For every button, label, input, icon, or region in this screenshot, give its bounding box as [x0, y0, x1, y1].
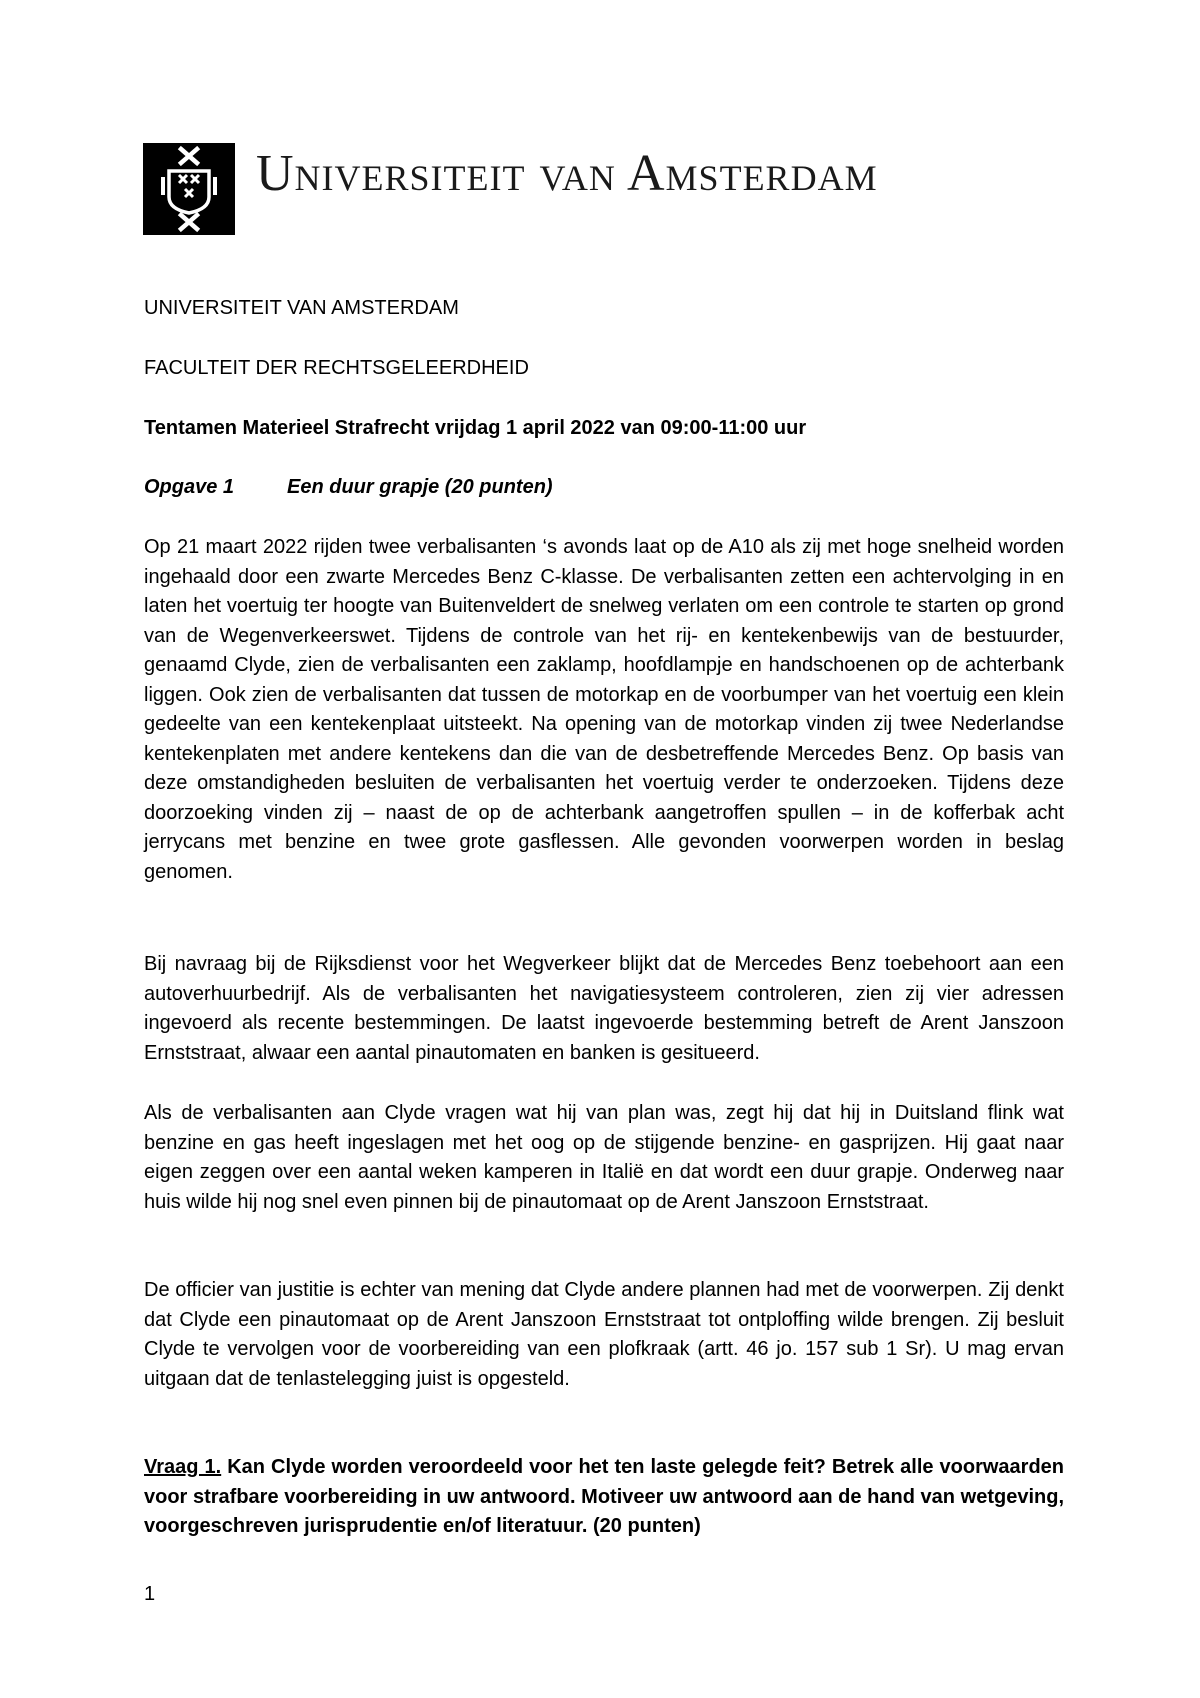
exam-question	[144, 1453, 1064, 1542]
assignment-number: Opgave 1	[144, 476, 235, 498]
faculty-name: FACULTEIT DER RECHTSGELEERDHEID	[144, 357, 529, 379]
case-paragraph: Als de verbalisanten aan Clyde vragen wat hij van plan was, zegt hij dat hij in Duitsland flink wat benzine en gas heeft ingeslagen met het oog op de stijgende benzine- en gasprijzen. Hij gaat naar eigen zeggen over een aantal weken kamperen in Italië en dat wordt een duur grapje. Onderweg naar huis wilde hij nog snel even pinnen bij de pinautomaat op de Arent Janszoon Ernststraat.	[144, 1102, 1064, 1213]
exam-title: Tentamen Materieel Strafrecht vrijdag 1 april 2022 van 09:00-11:00 uur	[144, 417, 807, 439]
page-number: 1	[144, 1583, 156, 1605]
uva-shield-icon	[143, 143, 235, 235]
university-wordmark: Universiteit van Amsterdam	[256, 145, 878, 202]
assignment-title: Een duur grapje (20 punten)	[287, 476, 553, 498]
case-paragraph: Op 21 maart 2022 rijden twee verbalisanten ‘s avonds laat op de A10 als zij met hoge snelheid worden ingehaald door een zwarte Mercedes Benz C-klasse. De verbalisanten zetten een achtervolging in en laten het voertuig ter hoogte van Buitenveldert de snelweg verlaten om een controle te starten op grond van de Wegenverkeerswet. Tijdens de controle van het rij- en kentekenbewijs van de bestuurder, genaamd Clyde, zien de verbalisanten een zaklamp, hoofdlampje en handschoenen op de achterbank liggen. Ook zien de verbalisanten dat tussen de motorkap en de voorbumper van het voertuig een klein gedeelte van een kentekenplaat uitsteekt. Na opening van de motorkap vinden zij twee Nederlandse kentekenplaten met andere kentekens dan die van de desbetreffende Mercedes Benz. Op basis van deze omstandigheden besluiten de verbalisanten het voertuig verder te onderzoeken. Tijdens deze doorzoeking vinden zij – naast de op de achterbank aangetroffen spullen – in de kofferbak acht jerrycans met benzine en twee grote gasflessen. Alle gevonden voorwerpen worden in beslag genomen.	[144, 536, 1064, 883]
case-paragraph: Bij navraag bij de Rijksdienst voor het Wegverkeer blijkt dat de Mercedes Benz toebehoort aan een autoverhuurbedrijf. Als de verbalisanten het navigatiesysteem controleren, zien zij vier adressen ingevoerd als recente bestemmingen. De laatst ingevoerde bestemming betreft de Arent Janszoon Ernststraat, alwaar een aantal pinautomaten en banken is gesitueerd.	[144, 953, 1064, 1064]
question-label: Vraag 1.	[144, 1456, 222, 1478]
question-text: Kan Clyde worden veroordeeld voor het ten laste gelegde feit? Betrek alle voorwaarden voor strafbare voorbereiding in uw antwoord. Motiveer uw antwoord aan de hand van wetgeving, voorgeschreven jurisprudentie en/of literatuur. (20 punten)	[144, 1456, 1065, 1537]
university-name: UNIVERSITEIT VAN AMSTERDAM	[144, 297, 459, 319]
assignment-heading	[144, 475, 553, 499]
university-logo	[143, 143, 235, 235]
case-paragraph: De officier van justitie is echter van mening dat Clyde andere plannen had met de voorwerpen. Zij denkt dat Clyde een pinautomaat op de Arent Janszoon Ernststraat tot ontploffing wilde brengen. Zij besluit Clyde te vervolgen voor de voorbereiding van een plofkraak (artt. 46 jo. 157 sub 1 Sr). U mag ervan uitgaan dat de tenlastelegging juist is opgesteld.	[144, 1279, 1064, 1390]
